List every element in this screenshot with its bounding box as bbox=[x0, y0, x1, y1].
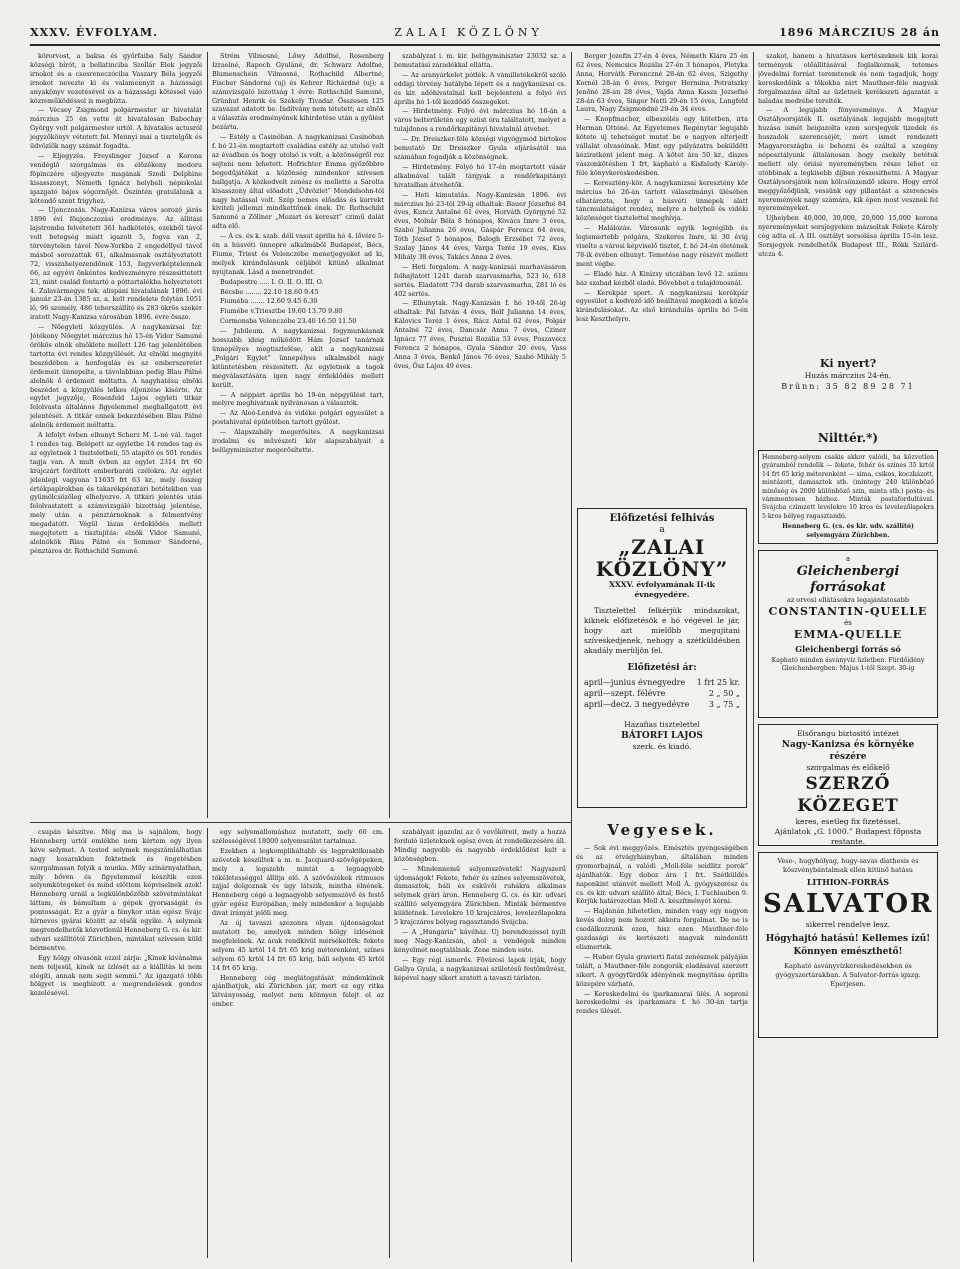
price-row bbox=[584, 677, 740, 688]
salvator-ad-foot2: Kapható ásványvízkereskedésekben és gyógyszertárakban. A Salvator-forrás igazg. Eperjesen. bbox=[775, 962, 921, 989]
price-value: 3 „ 75 „ bbox=[708, 700, 740, 709]
article-paragraph: — Alapszabály megerősités. A nagykanizsai irodalmi és művészeti kör alapszabályait a belügyminiszter megerősítette. bbox=[212, 428, 384, 454]
volume-label: XXXV. ÉVFOLYAM. bbox=[30, 25, 158, 39]
article-paragraph: — Knopfmacher, elbeszélés egy kötetben, irta Herman Ottóné. Az Egyetemes Regénytár legujabb kötete uj tehetséget mutat be e nagyon elterjedt vállalat olvasóinak. Mint egy pályázatra beküldött kéziratként jelent meg. A kötet ára 50 kr., díszes vászonkötésben 1 frt, kapható a Kisfaludy Károly-féle könyvkereskedésben. bbox=[576, 115, 748, 177]
salvator-ad-title: LITHION-FORRÁS bbox=[806, 877, 890, 888]
article-paragraph: — Kereskedelmi és iparkamarai ülés. A soproni kereskedelmi és iparkamara f. hó 30-án tartja rendes ülését. bbox=[576, 989, 748, 1016]
lottery-heading: Ki nyert? bbox=[819, 357, 877, 370]
gleichenberg-ad-name: CONSTANTIN-QUELLE bbox=[768, 605, 928, 619]
henneberg-ad-text: Henneberg-selyem csakis akkor valódi, ha közvetlen gyáramból rendelik — fekete, fehér és színes 35 krtól 14 frt 65 krig méterenként — sima, csikos, koczkázott, mintázott, damasztok stb. (mintegy 240 különböző minőség és 2000 különböző szin, minta stb.) posta- és vámmentesen házhoz. Minták postafordultával. Svájcba czimzett levelekre 10 kros és levelezőlapokra 5 kros bélyeg ragasztandó. bbox=[762, 454, 934, 520]
insurance-ad-title: Nagy-Kanizsa és környéke részére bbox=[781, 740, 915, 763]
price-period: april—szept. félévre bbox=[584, 689, 666, 698]
article-paragraph: — Estély a Casinóban. A nagykanizsai Casinóban f. hó 21-én megtartott családias estély az utolsó volt az évadban és hogy utolsó is volt, a közönségről rez sejteni nem lehetett. Hofrichter Emma győzőbbre begedűjátékát a közönség mindenkor szivesen hallgatja. A közkedvelt zenész és mellette a Sarolta kisasszony által előadott „Üdvözlet” Mendelsohn-tól nagy hatással volt. Szép nemes előadás és korrekt kiviteli jellemzi mindkettőnek ének. Dr. Rothschild Samuné a Zöllner „Mozart és kereszt” czimű dalát adta elő. bbox=[212, 133, 384, 231]
lower-column-1 bbox=[30, 828, 202, 1258]
article-paragraph: — Eladó ház. A Kinizsy utczában levő 12. számu ház szabad kézből eladó. Bővebbet a tulajdonosnál. bbox=[576, 269, 748, 287]
vegyesek-section bbox=[576, 818, 748, 1258]
article-paragraph: csupán készítve. Még ma is sajnálom, hogy Henneberg urtól emlékbe nem kértem egy ilyen kéve selymet. A tested selymek megszámlálhatlan nagy kosarakban fektetnek és öngetésben szorgalmasan folyik a munka. Mily színárnyalatban, mily bőven és figyelemmel készítik ezen selyemkötegeket és mind előttem képviselnek azok! Henneberg urnál a legkülönbözőbb szövetmintákat láttam, és bámultam a gépek gyorsaságát és pontosságát. Ez a gyár a fénykor után egész Svájc hírneves gyárai között az elsők egyike. A selymek megrendelhetők közvetlenül Henneberg G. cs. és kir. udvari szállítótól Zürichben, mintákat szívesen küld bérmentve. bbox=[30, 828, 202, 952]
article-paragraph: Strém Vilmosné, Lőwy Adolfné, Rosenberg Izraelné, Rapoch Gyuláné, dr. Schwarz Adolfné, Blumenschein Vilmosné, Rothschild Albertné, Fischer Sándorné (uj) és Kehrer Richárdné (uj); a számvizsgáló bizottság 1 évre: Rothschild Samuné, Grünhut Henrik és Székely Tivadar. Összesen 125 szavazat adatott be. Indítvány nem tétetett; az elnök a választás eredményének kihirdetése után a gyűlést bezárta. bbox=[212, 52, 384, 132]
henneberg-ad-signature: Henneberg G. (cs. és kir. udv. szállító) selyemgyára Zürichben. bbox=[782, 523, 914, 539]
article-paragraph: — Halálozás. Városunk egyik legrégibb és legismertebb polgára, Szekeres Imre, ki 30 évig viselte a városi képviselő tisztet, f. hó 24-én életének 78-ik évében elhunyt. Temetése nagy részvét mellett ment végbe. bbox=[576, 224, 748, 268]
article-paragraph: — Hirdetmény. Folyó évi márczius hó 18-án a város belterületén egy ezüst óra találtatott, melyet a tulajdonos a rendőrkapitányi hivatalnál átvehet. bbox=[394, 107, 566, 134]
article-paragraph: Egy hölgy olvasónk ezzel zárja: „Kinek kivánalma nem teljesül, kinek az ízlését az a kiállítás ki nem elégíti, annak nem segit semmi.” Az igazgató több hölgyet is megbízott a megrendelések gondos kezelésével. bbox=[30, 953, 202, 998]
insurance-ad-foot: Ajánlatok „G. 1000.” Budapest főposta restante. bbox=[774, 827, 922, 847]
text-column-4 bbox=[576, 52, 748, 502]
article-paragraph: — Elhunytak. Nagy-Kanizsán f. hó 19-től 26-ig elhaltak: Pál István 4 éves, Bolf Julianna 14 éves, Kálovics Teréz 1 éves, Rácz Antal 62 éves, Polgár Antalné 72 éves, Dancsár Anna 7 éves, Cziner Ignácz 77 éves, Pusztai Rozália 53 éves, Poszavecz Ferencz 2 hónapos, Gyula Sándor 20 éves, Vass Anna 3 éves, Benkő János 76 éves, Szabó Mihály 5 éves, Ősz Lajos 49 éves. bbox=[394, 299, 566, 370]
lottery-date: Huzás márczius 24-én. bbox=[804, 371, 892, 380]
masthead-title: ZALAI KÖZLÖNY bbox=[394, 25, 543, 39]
article-paragraph: — A legujabb fönyereménye. A Magyar Osztálysorsjáték II. osztályának legujabb megejtett huzása ismét beigazolta ezen sorsjegyek tizedek és huszadok szerencséjét, mert ismét rendezett Magyarországba is behozni és ezáltal a szegény népesztályunk általánosan hogy csekély betétek mellett oly óriási nyereményben része lehet ez utóbbinak a legkisebb díjban részesithetni. A Magyar Osztálysorsjáték nem kölcsönzendő sikere. Hogy errol meggyőződjünk, vessünk egy pillantást a szerencsés nyeremények nagy számára, kik épen most vesznek fel nyereményeket. bbox=[758, 106, 938, 213]
column-divider bbox=[571, 52, 572, 1262]
lower-column-2 bbox=[212, 828, 384, 1258]
price-row bbox=[584, 699, 740, 710]
article-paragraph: Ujheiyben 40,000, 30,000, 20,000 15,000 korona nyereményeket sorsjegyeken mázsoltak Fekete Károly cég adta el. A III. osztályt sorsolása április 15-én lesz. Sorsjegyek rendelhetők Budapest III., Rókk Szilárd-utcza 4. bbox=[758, 214, 938, 258]
section-divider bbox=[30, 822, 571, 823]
text-column-2 bbox=[212, 52, 384, 818]
article-paragraph: Fiuméba ....... 12.60 9.45 6.30 bbox=[220, 297, 318, 306]
vegyesek-heading: Vegyesek. bbox=[607, 821, 717, 839]
article-paragraph: — Vécsey Zsigmond polgármester ur hivatalát márczius 25 én vette át hivatalosan Babochay György volt polgármester urtól. A hivatalos actusról jegyzőkönyv vétetett fel. Mennyi mai a tisztelgők és üdvözlők nagy számát fogadta. bbox=[30, 106, 202, 151]
article-paragraph: — Hirdetmény. Folyó hó 17-én megtartott vásár alkalmával talált tárgyak a rendőrkapitányi hivatalban átvehetők. bbox=[394, 162, 566, 189]
price-period: april—decz. 3 negyedévre bbox=[584, 700, 690, 709]
niltter-title: Nilttér.*) bbox=[817, 431, 879, 445]
page-header bbox=[30, 20, 940, 46]
text-column-3 bbox=[394, 52, 566, 818]
article-paragraph: — Heti kimutatás. Nagy-Kanizsán 1896. évi márczius hó 23-tól 29-ig elhaltak: Bauer Józsefné 84 éves, Kuncz Antalné 61 éves, Horváth Györgyné 52 éves, Molnár Béla 8 hónapos, Kovács Imre 3 éves, Szabó Julianna 26 éves, Gáspár Ferencz 64 éves, Tóth József 5 hónapos, Balogh Erzsébet 72 éves, Szalay János 44 éves, Varga Teréz 19 éves, Kiss Mihály 38 éves, Takács Anna 2 éves. bbox=[394, 190, 566, 261]
article-paragraph: — Eljegyzés. Freyslinger József a Korona vendéglő szorgalmas és előzékeny modoru föpinczére eljegyezte magának Szedi Delphine kisasszonyt, Németh Ignácz helybeli népiskolai igazgató bájos sógornőjét. Őszintén gratulálunk a kötendő szent frigyhez. bbox=[30, 151, 202, 205]
lower-column-3 bbox=[394, 828, 566, 1258]
column-divider bbox=[389, 828, 390, 1258]
henneberg-ad bbox=[758, 450, 938, 544]
salvator-ad bbox=[758, 852, 938, 1038]
vegyesek-items bbox=[576, 844, 748, 1016]
article-paragraph: — Hajdanán hihetetlen, minden vagy egy nagyon kevés dolog nem hozott akkora forgalmat. De ne is csodálkozzunk ezen, hisz ezen Mauthner-féle gazdasági és kertészeti magvak mindenütt elismertek. bbox=[576, 907, 748, 951]
article-paragraph: — Az aranyárkelet pótlék. A vámilletékekről szóló eddigi törvény hatályba lépett és a nagykanizsai cs. és kir. adóhivatalnál kell bejelenteni a folyó évi április hó 1-től kezdődő összegeket. bbox=[394, 70, 566, 106]
ad-prices-heading: Előfizetési ár: bbox=[627, 663, 697, 673]
price-value: 1 frt 25 kr. bbox=[696, 678, 740, 687]
gleichenberg-ad-title: Gleichenbergi forrásokat bbox=[796, 564, 900, 596]
article-paragraph: — Nőegyleti közgyülés. A nagykanizsai Izr. Jótékony Nőegylet márczius hó 15-én Vidor Samuné örökös elnök elnöklete mellett 126 tag jelenlétében tartotta évi rendes közgyülését. Az elnöki megnyitó beszédében a honfogalás és az emberszeretet érdemeit ünnepelte, a távolabbian pedig Blau Pálné alelnök ő érdemeit méltatta. A nagyhatásu elnöki beszédet a közgyülés lelkes éljenzése kisérte. Az egylet jegyzője, Rosenfeld Lajos egyleti titkár felolvasta általános figyelemmel meghallgatott évi jelentését. A titkár ennek bekezdésében Blau Pálné alelnök érdemeit méltatta. bbox=[30, 323, 202, 430]
article-paragraph: Ezekben a legkomplikáltabb és legpraktikusabb szövetek készültek a m. n. Jacquard-szövőgépeken, mely a legszebb mintát a legnagyobb tökéletességgel állítja elő. A szövőszékek ritmusos zajjal dolgoznak és úgy látszik, mintha élnének. Henneberg cégé a legnagyobb selyemszövő és festő gyár egész Európában, mely mindenkor a legujabb divat irányát jelöli meg. bbox=[212, 846, 384, 918]
article-paragraph: egy selyemállomáshoz mutatott, mely 60 cm. szélességével 18000 selyemszálat tartalmaz. bbox=[212, 828, 384, 845]
salvator-ad-mid2: sikerrel rendelve lesz. bbox=[805, 920, 891, 930]
price-row bbox=[584, 688, 740, 699]
article-paragraph: — Az Aleó-Lendva és vidéke polgári egyesület a postahivatal épületében tartott gyűlést. bbox=[212, 409, 384, 427]
gleichenberg-ad-mid2: és bbox=[844, 619, 852, 628]
insurance-ad-mid: szorgalmas és előkelő bbox=[806, 763, 890, 773]
article-paragraph: Bécsbe ........ 22.10 18.60 9.45 bbox=[220, 287, 319, 296]
article-paragraph: Cormonsba Velenczébe 23.40 16.50 11.50 bbox=[220, 317, 357, 326]
article-paragraph: — Heti forgalom. A nagy-kanizsai marhavásáron felhajtatott 1241 darab szarvasmarha, 523 ló, 618 sertés. Eladatott 734 darab szarvasmarha, 281 ló és 402 sertés. bbox=[394, 262, 566, 298]
article-paragraph: — Keresztény-kör. A nagykanizsai keresztény kör március hó 26-án tartott választmányi ülésében elhatározta, hogy a húsvéti ünnepek alatt táncmulatságot rendez, melyre a helybeli és vidéki közönséget tisztelettel meghívja. bbox=[576, 178, 748, 223]
text-column-1 bbox=[30, 52, 202, 818]
salvator-ad-top: Vese-, hugyhólyag, hugy-savas diathesis és köszvénybántalmak ellen kitünő hatásu bbox=[777, 857, 919, 875]
lottery-numbers: Brünn: 35 82 89 28 71 bbox=[781, 382, 915, 391]
article-paragraph: — A néppárt április hó 19-én népgyülést tart, melyre meghívatnak nyilvánosan a választók. bbox=[212, 390, 384, 408]
subscription-ad bbox=[577, 508, 747, 808]
gleichenberg-ad-foot: Gleichenbergi forrás só bbox=[795, 644, 901, 655]
gleichenberg-ad bbox=[758, 550, 938, 718]
price-value: 2 „ 50 „ bbox=[708, 689, 740, 698]
issue-date: 1896 MÁRCZIUS 28 án bbox=[779, 25, 940, 39]
ad-intro: Előfizetési felhivás bbox=[609, 513, 715, 524]
column-divider bbox=[207, 828, 208, 1258]
article-paragraph: — Kerekpár sport. A nagykanizsai kerékpár egyesület a kedvező idő beálltával megkezdi a közös kirándulásokat. Az első kirándulás április hó 5-én lesz Keszthelyre. bbox=[576, 288, 748, 324]
ad-signer: BÁTORFI LAJOS bbox=[621, 731, 703, 741]
article-paragraph: — Ujonczozás. Nagy-Kanizsa város sorozó járás 1896 évi föujonczozási eredménye. Az állitási lajstromba felvétetett 361 hadkötelés, ezekből távol volt betegség miatt igazolt 5, fogva van 2, törvénytelen távol New-Yorkba 2 engedéllyel távol másbol sorozattak 61, alkalmasnak osztályoztatott 72, visszahelyezendőnek 153, fegyverképtelennek 66, az egyévi önkéntes kedvezményre részesittetett 23, mint család fentartó a póttartalékba helyeztetett 4. Zalavármegye tek. alispáni hivatalának 1896. évi január 23-án 1385 sz. a. kelt rendelete folytán 1051 lő, 96 személy, 486 teherszállító és 283 ökrös szekér iratott Nagy-Kanizsa városában 1896. évre össze. bbox=[30, 206, 202, 322]
column-divider bbox=[207, 52, 208, 818]
article-paragraph: Berger Jozefin 27-én 4 éves, Németh Klára 25 én 62 éves, Nemcsics Rozália 27-én 3 hónapos, Pletyka Anna, Horváth Ferenczné 28-án 62 éves, Szigethy Kornél 28-án 6 éves, Perger Hermina Potratszky Jenőné 28-án 28 éves, Vajda Anna Kasza Józsefné 28-án 63 éves, Singer Netti 29-én 15 éves, Langfeld Laura, Nagy Zsigmondné 29-én 34 éves. bbox=[576, 52, 748, 114]
salvator-ad-foot: Hógyhajtó hatású! Kellemes ízű! Könnyen emészthető! bbox=[765, 934, 931, 958]
salvator-ad-name: SALVATOR bbox=[763, 889, 934, 920]
ad-price-list bbox=[584, 677, 740, 710]
gleichenberg-ad-name2: EMMA-QUELLE bbox=[793, 628, 903, 642]
article-paragraph: — Huber Gyula gravierti fiatal zenésznek pályáján talált, a Mauthner-féle zongorák eladásával szerzett sikert. A gyógyfürdők idényének megnyitása április közepére várható. bbox=[576, 952, 748, 988]
gleichenberg-ad-top: a bbox=[845, 555, 851, 564]
article-paragraph: — Dr. Dreiszker-féle községi vigyógymód birtokos bemutató Dr. Dreiszker Gyula eljárásától ma számában fogadják a közönségnek. bbox=[394, 135, 566, 161]
article-paragraph: A lefolyt évben elhunyt Scherz M. L-né vál. tagot 1 rendes tag. Belépett az egyletbe 14 rendes tag és az egyletnek 1 tiszteletbeli, 55 alapító és 501 rendes tagja van. A mult évben az egylet 2314 frt 60 krajczárt fordított emberbaráti czélokra. Az egylet jelenlegi vagyona 11635 frt 63 kr., mely összeg értékpapírokban és takarékpénztári betétekben van gyümölcsözőleg elhelyezve. A titkári jelentés után felolvastatott a számvizsgáló bizottság jelentése, mely után a pénztárnoknak a felmentvény megadatott. Végül lázas érdeklődés mellett megejtetett a tisztujítás: elnök Vidor Samuné, alelnökök Blau Pálné és Sommer Sándorné, pénztáros dr. Rothschild Samuné. bbox=[30, 431, 202, 555]
column-divider bbox=[389, 52, 390, 818]
ad-connector: a bbox=[659, 525, 665, 535]
insurance-ad bbox=[758, 724, 938, 846]
gleichenberg-ad-foot2: Kapható minden ásványvíz üzletben. Fürdőidény Gleichenbergben: Május 1-től Szept. 30-ig bbox=[771, 657, 925, 673]
ad-newspaper-title: „ZALAI KÖZLÖNY” bbox=[595, 535, 729, 581]
article-paragraph: — A „Hungária” kávéház. Uj berendezéssel nyilt meg Nagy-Kanizsán, ahol a vendégek minden kényelmet megtalálnak. Zene minden este. bbox=[394, 927, 566, 954]
ad-signer-role: szerk. és kiadó. bbox=[632, 742, 692, 751]
article-paragraph: Budapestre ..... I. O. II. O. III. O. bbox=[220, 277, 324, 286]
advertisement-column bbox=[758, 430, 938, 1038]
price-period: april—junius évnegyedre bbox=[584, 678, 686, 687]
gleichenberg-ad-mid: az orvosi ellátásokra legajánlatosabb bbox=[786, 596, 910, 605]
ad-body: Tisztelettel felkérjük mindazokat, kiknek előfizetésök e hó végével le jár, hogy azt mielőbb megujitani szíveskedjenek, nehogy a szétküldésben akadály merüljön fel. bbox=[584, 606, 740, 655]
column-divider bbox=[753, 52, 754, 1262]
text-column-5 bbox=[758, 52, 938, 350]
article-paragraph: — Mindennemű selyemszövetek! Nagyszerű újdonságok! Fekete, fehér és színes selyemszövetek, damasztok, báli és esküvői ruhákra alkalmas selymek gyári áron. Henneberg G. cs. és kir. udvari szállító selyemgyára Zürichben. Minták bérmentve küldetnek. Levelekre 10 krajczáros, levelezőlapokra 5 krajczáros bélyeg ragasztandó Svájcba. bbox=[394, 864, 566, 927]
article-paragraph: szabályzat i. m. kir. belügyminiszter 23032 sz. a bemutatási záradékkal ellátta. bbox=[394, 52, 566, 69]
article-paragraph: szabályait igazolni az ő vevőköreit, mely a hozzá forduló üzleteknek egész éven át rendelkezésére áll. Mindig nagyobb és nagyobb érdeklődést kelt a közönségben. bbox=[394, 828, 566, 863]
article-paragraph: körorvost, a baksa és győrfaiba Saly Sándor községi bírót, a bellatinciba Szollár Elek jegyzői irnokot és a csesreneczóciba Vaszary Béla jegyzői irnokot nevezte ki és valamennyit a házassági anyakönyv vezetésével és a házassági kötéssel való közreműködéssel is megbízta. bbox=[30, 52, 202, 105]
article-paragraph: — Egy régi ismerős. Fővárosi lapok írják, hogy Gallya Gyula, a nagykanizsai születésű festőművész, képével nagy sikert aratott a tavaszi tárlaton. bbox=[394, 955, 566, 982]
insurance-ad-name: SZERZŐ KÖZEGET bbox=[797, 774, 899, 817]
article-paragraph: szakot, hanem a hivatásos kertészeknek kik korai termények előállitásával foglalkoznak, tetemes jövedelmi forrást teremtenek és nem tagadjuk, hogy kereskedőink a tőkokba zárt Mauthner-féle magvak forgalmazása által az üzletnek kerékszeti ágazatát a haladás medrébe terelték. bbox=[758, 52, 938, 105]
insurance-ad-top: Elsőrangu biztositó intézet bbox=[796, 729, 900, 739]
insurance-ad-mid2: keres, esetleg fix fizetéssel. bbox=[795, 817, 901, 827]
article-paragraph: Henneberg cég meglátogatását mindenkinek ajánlhatjuk, aki Zürichben jár, mert ez egy ritka látványosság, melyet nem könnyen felejt el az ember. bbox=[212, 973, 384, 1009]
article-paragraph: Fiumébe v.Triesztbe 19.60 13.70 9.80 bbox=[220, 307, 343, 316]
article-paragraph: — Jubileum. A nagykanizsai fogymunkásnak hosszabb ideig működött Hám József tanárnak ünnepélyes megtisztelése, akit a nagykanizsai „Polgári Egylet” ünnepélyes alkalmából nagy kitüntetésben részesitett. Az egyletnek a tagok megválasztására igen nagy érdeklődés mellett került. bbox=[212, 327, 384, 389]
ad-signoff: Hazafias tisztelettel bbox=[624, 720, 700, 729]
article-paragraph: — Sok évi meggyőzés. Emésztés gyengeségében és az étvágyhiányban, általában minden gyomorbajnál, a valódi „Moll-féle seidlitz porok” ajánlhatók. Egy doboz ára 1 frt. Szétküldés naponkint utánvét mellett Moll A. gyógyszerész és cs. és kir. udvari szállító által, Bécs, I. Tuchlauben 9. Kérjük határozottan Moll A. készítményét kérni. bbox=[576, 844, 748, 906]
article-paragraph: Az új tavaszi szezonra olyan újdonságokat mutatott be, amelyek minden hölgy ízlésének megfelelnek. Az árak rendkívül mérsékeltek: fekete selyem 45 krtól 14 frt 65 krig méterenként, színes selyem 65 krtól 14 frt 65 krig, báli selyem 45 krtól 14 frt 65 krig. bbox=[212, 919, 384, 972]
ad-subtitle: XXXV. évfolyamának II-ik évnegyedére. bbox=[609, 580, 715, 599]
article-paragraph: — A cs. és k. szab. déli vasut április hó 4. lővére 5-én a húsvéti ünnepre alkalmából Budapest, Bécs, Fiume, Triest és Velenczébe menetjegyeket ad ki, melyek kirándulásunk céljából kitünő alkalmat nyújtanak. Lásd a menetrendet. bbox=[212, 232, 384, 276]
